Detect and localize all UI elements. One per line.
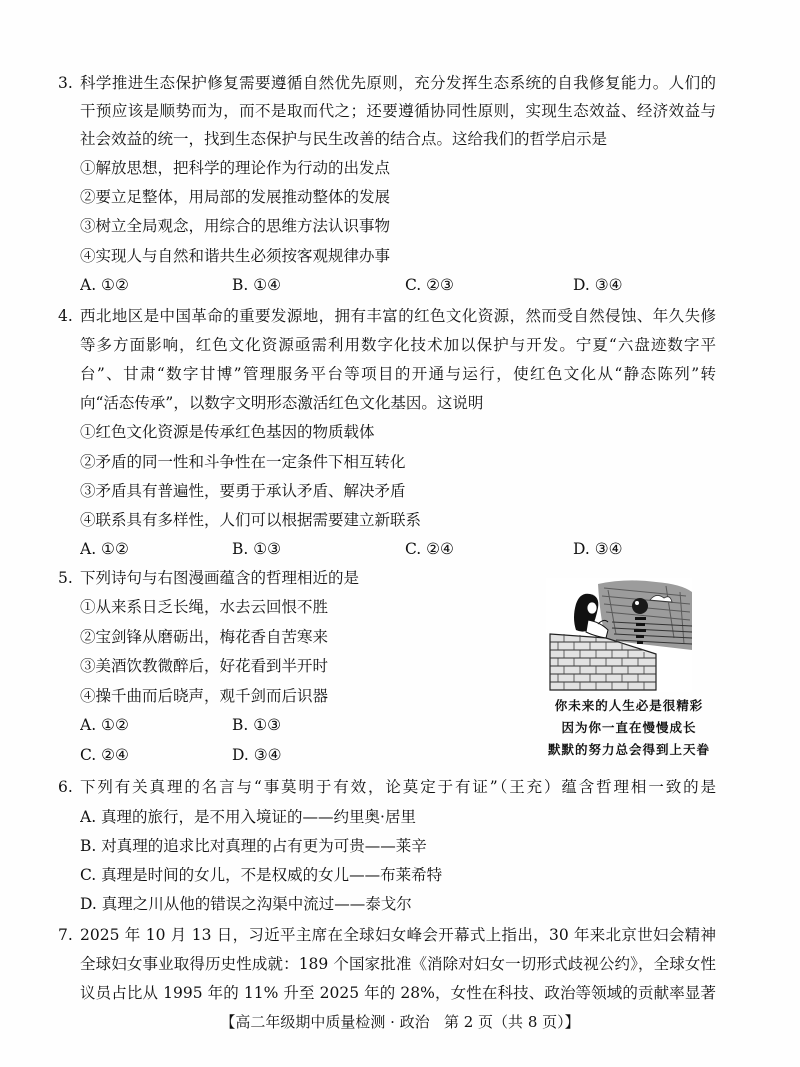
cartoon-caption-line: 你未来的人生必是很精彩 bbox=[554, 698, 704, 713]
question-stem-line: 社会效益的统一，找到生态保护与民生改善的结合点。这给我们的哲学启示是 bbox=[80, 130, 608, 148]
statement: ③美酒饮教微醉后，好花看到半开时 bbox=[80, 657, 329, 675]
option-d: D. 真理之川从他的错误之沟渠中流过——泰戈尔 bbox=[80, 895, 412, 913]
question-number: 6. bbox=[58, 778, 73, 796]
choice-a: A. ①② bbox=[80, 540, 129, 558]
statement: ②要立足整体，用局部的发展推动整体的发展 bbox=[80, 188, 391, 206]
page-footer: 【高二年级期中质量检测 · 政治 第 2 页（共 8 页）】 bbox=[220, 1013, 580, 1031]
statement: ④操千曲而后晓声，观千剑而后识器 bbox=[80, 687, 329, 705]
cartoon-caption-line: 因为你一直在慢慢成长 bbox=[561, 720, 697, 735]
cartoon-illustration bbox=[546, 578, 692, 692]
reflection-bar bbox=[637, 641, 643, 644]
question-stem-line: 向“活态传承”，以数字文明形态激活红色文化基因。这说明 bbox=[80, 394, 484, 412]
cartoon-caption-line: 默默的努力总会得到上天眷 bbox=[547, 742, 710, 757]
question-stem-line: 全球妇女事业取得历史性成就：189 个国家批准《消除对妇女一切形式歧视公约》，全球女性 bbox=[80, 955, 716, 973]
statement: ③树立全局观念，用综合的思维方法认识事物 bbox=[80, 217, 391, 235]
question-stem-line: 等多方面影响，红色文化资源亟需利用数字化技术加以保护与开发。宁夏“六盘迹数字平 bbox=[80, 336, 716, 354]
sun-highlight bbox=[635, 601, 639, 605]
choice-d: D. ③④ bbox=[232, 746, 282, 764]
choice-c: C. ②④ bbox=[80, 746, 129, 764]
statement: ②矛盾的同一性和斗争性在一定条件下相互转化 bbox=[80, 453, 406, 471]
sun bbox=[632, 598, 648, 614]
option-b: B. 对真理的追求比对真理的占有更为可贵——莱辛 bbox=[80, 837, 427, 855]
question-stem-line: 2025 年 10 月 13 日，习近平主席在全球妇女峰会开幕式上指出，30 年来北京世妇会精神 bbox=[80, 926, 716, 944]
reflection-bar bbox=[634, 629, 646, 632]
question-stem-line: 西北地区是中国革命的重要发源地，拥有丰富的红色文化资源，然而受自然侵蚀、年久失修 bbox=[80, 307, 716, 325]
question-stem-line: 台”、甘肃“数字甘博”管理服务平台等项目的开通与运行，使红色文化从“静态陈列”转 bbox=[80, 365, 716, 383]
choice-a: A. ①② bbox=[80, 716, 129, 734]
question-stem-line: 干预应该是顺势而为，而不是取而代之；还要遵循协同性原则，实现生态效益、经济效益与 bbox=[80, 102, 716, 120]
girl-face bbox=[587, 602, 597, 614]
question-number: 4. bbox=[58, 307, 73, 325]
question-number: 3. bbox=[58, 74, 73, 92]
choice-c: C. ②④ bbox=[405, 540, 454, 558]
statement: ①从来系日乏长绳，水去云回恨不胜 bbox=[80, 598, 329, 616]
statement: ①解放思想，把科学的理论作为行动的出发点 bbox=[80, 159, 391, 177]
choice-b: B. ①④ bbox=[232, 276, 282, 294]
option-a: A. 真理的旅行，是不用入境证的——约里奥·居里 bbox=[80, 808, 416, 826]
question-stem-line: 议员占比从 1995 年的 11% 升至 2025 年的 28%，女性在科技、政治等领域的贡献率显著 bbox=[80, 984, 716, 1002]
reflection-bar bbox=[636, 635, 644, 638]
choice-b: B. ①③ bbox=[232, 716, 282, 734]
reflection-bar bbox=[635, 617, 646, 620]
choice-b: B. ①③ bbox=[232, 540, 282, 558]
question-number: 5. bbox=[58, 569, 73, 587]
statement: ④联系具有多样性，人们可以根据需要建立新联系 bbox=[80, 511, 422, 529]
choice-c: C. ②③ bbox=[405, 276, 454, 294]
option-c: C. 真理是时间的女儿，不是权威的女儿——布莱希特 bbox=[80, 866, 443, 884]
statement: ④实现人与自然和谐共生必须按客观规律办事 bbox=[80, 247, 391, 265]
question-stem-line: 科学推进生态保护修复需要遵循自然优先原则，充分发挥生态系统的自我修复能力。人们的 bbox=[80, 74, 716, 92]
question-number: 7. bbox=[58, 926, 73, 944]
reflection-bar bbox=[636, 623, 645, 626]
choice-a: A. ①② bbox=[80, 276, 129, 294]
question-stem-line: 下列诗句与右图漫画蕴含的哲理相近的是 bbox=[80, 569, 360, 587]
choice-d: D. ③④ bbox=[573, 276, 623, 294]
choice-d: D. ③④ bbox=[573, 540, 623, 558]
question-stem-line: 下列有关真理的名言与“事莫明于有效，论莫定于有证”（王充）蕴含哲理相一致的是 bbox=[80, 778, 716, 796]
statement: ③矛盾具有普遍性，要勇于承认矛盾、解决矛盾 bbox=[80, 482, 406, 500]
statement: ②宝剑锋从磨砺出，梅花香自苦寒来 bbox=[80, 628, 329, 646]
statement: ①红色文化资源是传承红色基因的物质载体 bbox=[80, 423, 375, 441]
